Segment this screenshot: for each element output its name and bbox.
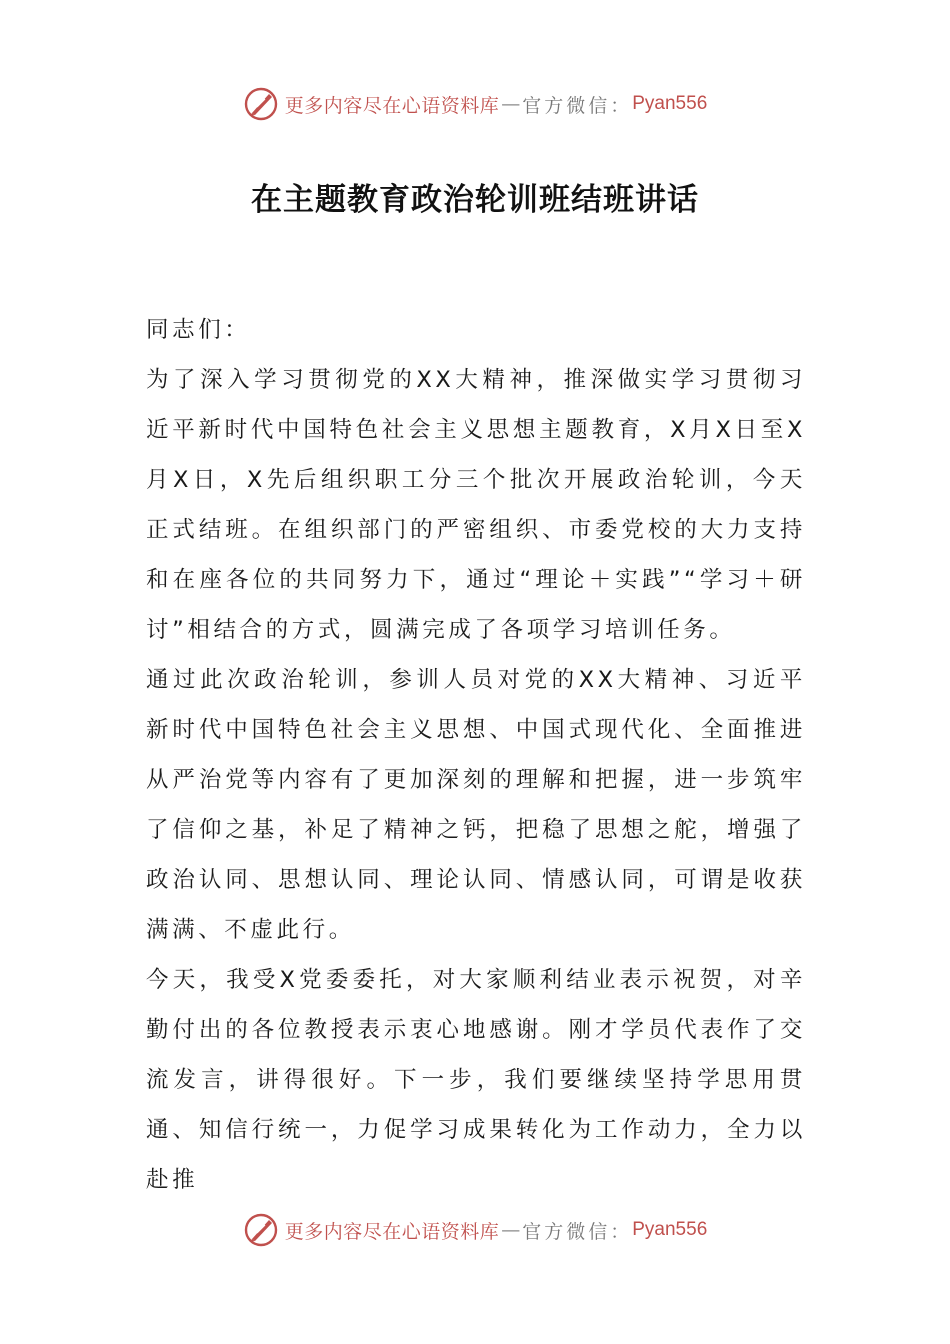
watermark-text: 更多内容尽在心语资料库	[284, 94, 500, 117]
watermark-separator: —	[501, 93, 521, 115]
document-body	[146, 305, 806, 1205]
document-title: 在主题教育政治轮训班结班讲话	[251, 182, 699, 218]
body-paragraph-2: 通过此次政治轮训，参训人员对党的XX大精神、习近平新时代中国特色社会主义思想、中国式现代化、全面推进从严治党等内容有了更加深刻的理解和把握，进一步筑牢了信仰之基，补足了精神之钙，把稳了思想之舵，增强了政治认同、思想认同、理论认同、情感认同，可谓是收获满满、不虚此行。	[146, 667, 806, 943]
body-paragraph-3: 今天，我受X党委委托，对大家顺利结业表示祝贺，对辛勤付出的各位教授表示衷心地感谢。刚才学员代表作了交流发言，讲得很好。下一步，我们要继续坚持学思用贯通、知信行统一，力促学习成果转化为工作动力，全力以赴推	[146, 967, 806, 1193]
quill-logo-icon	[243, 86, 279, 122]
watermark-wechat-id: Pyan556	[632, 1219, 708, 1240]
salutation: 同志们：	[146, 317, 251, 343]
watermark-wechat-id: Pyan556	[632, 93, 708, 114]
watermark-wechat-label: 官方微信：	[522, 94, 633, 117]
body-paragraph-1: 为了深入学习贯彻党的XX大精神，推深做实学习贯彻习近平新时代中国特色社会主义思想主题教育，X月X日至X月X日，X先后组织职工分三个批次开展政治轮训，今天正式结班。在组织部门的严密组织、市委党校的大力支持和在座各位的共同努力下，通过“理论＋实践”“学习＋研讨”相结合的方式，圆满完成了各项学习培训任务。	[146, 367, 806, 643]
quill-logo-icon	[243, 1212, 279, 1248]
watermark-wechat-label: 官方微信：	[522, 1220, 633, 1243]
watermark-text: 更多内容尽在心语资料库	[284, 1220, 500, 1243]
footer-watermark	[0, 1208, 950, 1252]
header-watermark	[0, 82, 950, 126]
watermark-separator: —	[501, 1219, 521, 1241]
